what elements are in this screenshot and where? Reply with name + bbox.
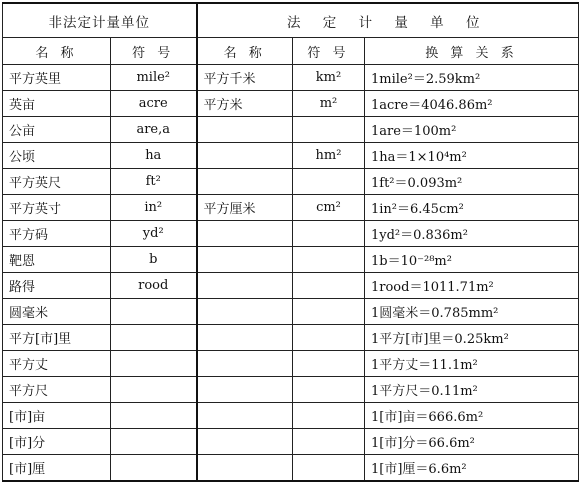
table-row bbox=[3, 351, 579, 377]
conversion-cell: 1圆毫米＝0.785mm² bbox=[365, 299, 579, 325]
unit-name-cell: 平方[市]里 bbox=[3, 325, 111, 351]
legal-name-column-header: 名 称 bbox=[197, 38, 293, 65]
conversion-cell: 1in²＝6.45cm² bbox=[365, 195, 579, 221]
legal-unit-symbol-cell bbox=[293, 169, 365, 195]
legal-unit-symbol-cell bbox=[293, 377, 365, 403]
unit-symbol-cell: acre bbox=[111, 91, 197, 117]
unit-symbol-cell: rood bbox=[111, 273, 197, 299]
unit-symbol-cell bbox=[111, 455, 197, 482]
legal-unit-symbol-cell bbox=[293, 455, 365, 482]
legal-unit-symbol-cell: m² bbox=[293, 91, 365, 117]
unit-symbol-cell bbox=[111, 299, 197, 325]
conversion-cell: 1are＝100m² bbox=[365, 117, 579, 143]
conversion-cell: 1b＝10⁻²⁸m² bbox=[365, 247, 579, 273]
table-row bbox=[3, 403, 579, 429]
legal-unit-name-cell bbox=[197, 247, 293, 273]
conversion-cell: 1rood＝1011.71m² bbox=[365, 273, 579, 299]
legal-unit-name-cell bbox=[197, 221, 293, 247]
unit-name-cell: 平方英里 bbox=[3, 65, 111, 91]
unit-name-cell: 平方码 bbox=[3, 221, 111, 247]
table-row bbox=[3, 273, 579, 299]
unit-name-cell: [市]分 bbox=[3, 429, 111, 455]
unit-name-cell: [市]亩 bbox=[3, 403, 111, 429]
conversion-cell: 1acre＝4046.86m² bbox=[365, 91, 579, 117]
legal-unit-name-cell bbox=[197, 455, 293, 482]
conversion-column-header: 换 算 关 系 bbox=[365, 38, 579, 65]
unit-symbol-cell bbox=[111, 325, 197, 351]
table-row bbox=[3, 65, 579, 91]
table-row bbox=[3, 91, 579, 117]
unit-name-cell: 平方英尺 bbox=[3, 169, 111, 195]
conversion-cell: 1yd²＝0.836m² bbox=[365, 221, 579, 247]
unit-name-cell: 平方丈 bbox=[3, 351, 111, 377]
legal-unit-symbol-cell: cm² bbox=[293, 195, 365, 221]
legal-unit-symbol-cell: hm² bbox=[293, 143, 365, 169]
unit-symbol-cell bbox=[111, 351, 197, 377]
unit-symbol-cell: ha bbox=[111, 143, 197, 169]
table-row bbox=[3, 455, 579, 482]
unit-symbol-cell: yd² bbox=[111, 221, 197, 247]
unit-name-cell: 平方尺 bbox=[3, 377, 111, 403]
legal-unit-name-cell bbox=[197, 429, 293, 455]
table-row bbox=[3, 143, 579, 169]
unit-name-cell: [市]厘 bbox=[3, 455, 111, 482]
unit-symbol-cell bbox=[111, 403, 197, 429]
legal-units-header: 法 定 计 量 单 位 bbox=[197, 3, 579, 38]
table-row bbox=[3, 117, 579, 143]
legal-unit-symbol-cell bbox=[293, 351, 365, 377]
table-row bbox=[3, 299, 579, 325]
legal-unit-name-cell: 平方千米 bbox=[197, 65, 293, 91]
table-body bbox=[3, 65, 579, 482]
name-column-header: 名 称 bbox=[3, 38, 111, 65]
legal-unit-name-cell: 平方米 bbox=[197, 91, 293, 117]
unit-name-cell: 平方英寸 bbox=[3, 195, 111, 221]
unit-symbol-cell: ft² bbox=[111, 169, 197, 195]
conversion-cell: 1[市]厘＝6.6m² bbox=[365, 455, 579, 482]
legal-unit-name-cell: 平方厘米 bbox=[197, 195, 293, 221]
conversion-cell: 1mile²＝2.59km² bbox=[365, 65, 579, 91]
unit-symbol-cell: in² bbox=[111, 195, 197, 221]
unit-symbol-cell: mile² bbox=[111, 65, 197, 91]
legal-unit-name-cell bbox=[197, 351, 293, 377]
legal-unit-name-cell bbox=[197, 117, 293, 143]
legal-unit-name-cell bbox=[197, 169, 293, 195]
legal-unit-name-cell bbox=[197, 325, 293, 351]
legal-unit-symbol-cell bbox=[293, 429, 365, 455]
legal-unit-symbol-cell bbox=[293, 117, 365, 143]
unit-symbol-cell bbox=[111, 377, 197, 403]
legal-unit-symbol-cell bbox=[293, 247, 365, 273]
unit-name-cell: 圆毫米 bbox=[3, 299, 111, 325]
unit-name-cell: 英亩 bbox=[3, 91, 111, 117]
group-header-row bbox=[3, 3, 579, 38]
legal-unit-name-cell bbox=[197, 143, 293, 169]
unit-symbol-cell bbox=[111, 429, 197, 455]
table-row bbox=[3, 429, 579, 455]
legal-unit-symbol-cell bbox=[293, 221, 365, 247]
table-row bbox=[3, 221, 579, 247]
legal-unit-symbol-cell bbox=[293, 403, 365, 429]
table-row bbox=[3, 195, 579, 221]
table-row bbox=[3, 169, 579, 195]
unit-name-cell: 路得 bbox=[3, 273, 111, 299]
conversion-cell: 1平方丈＝11.1m² bbox=[365, 351, 579, 377]
conversion-cell: 1平方尺＝0.11m² bbox=[365, 377, 579, 403]
legal-unit-symbol-cell bbox=[293, 325, 365, 351]
conversion-cell: 1[市]亩＝666.6m² bbox=[365, 403, 579, 429]
column-header-row bbox=[3, 38, 579, 65]
unit-symbol-cell: are,a bbox=[111, 117, 197, 143]
table-row bbox=[3, 247, 579, 273]
conversion-cell: 1ha＝1×10⁴m² bbox=[365, 143, 579, 169]
legal-unit-symbol-cell: km² bbox=[293, 65, 365, 91]
legal-unit-name-cell bbox=[197, 377, 293, 403]
legal-symbol-column-header: 符 号 bbox=[293, 38, 365, 65]
unit-name-cell: 公顷 bbox=[3, 143, 111, 169]
legal-unit-symbol-cell bbox=[293, 299, 365, 325]
table-row bbox=[3, 377, 579, 403]
unit-conversion-table bbox=[2, 2, 579, 482]
table-row bbox=[3, 325, 579, 351]
legal-unit-symbol-cell bbox=[293, 273, 365, 299]
legal-unit-name-cell bbox=[197, 299, 293, 325]
conversion-cell: 1[市]分＝66.6m² bbox=[365, 429, 579, 455]
legal-unit-name-cell bbox=[197, 273, 293, 299]
unit-name-cell: 公亩 bbox=[3, 117, 111, 143]
unit-symbol-cell: b bbox=[111, 247, 197, 273]
legal-unit-name-cell bbox=[197, 403, 293, 429]
conversion-cell: 1平方[市]里＝0.25km² bbox=[365, 325, 579, 351]
nonlegal-units-header: 非法定计量单位 bbox=[3, 3, 197, 38]
unit-name-cell: 靶恩 bbox=[3, 247, 111, 273]
conversion-cell: 1ft²＝0.093m² bbox=[365, 169, 579, 195]
symbol-column-header: 符 号 bbox=[111, 38, 197, 65]
